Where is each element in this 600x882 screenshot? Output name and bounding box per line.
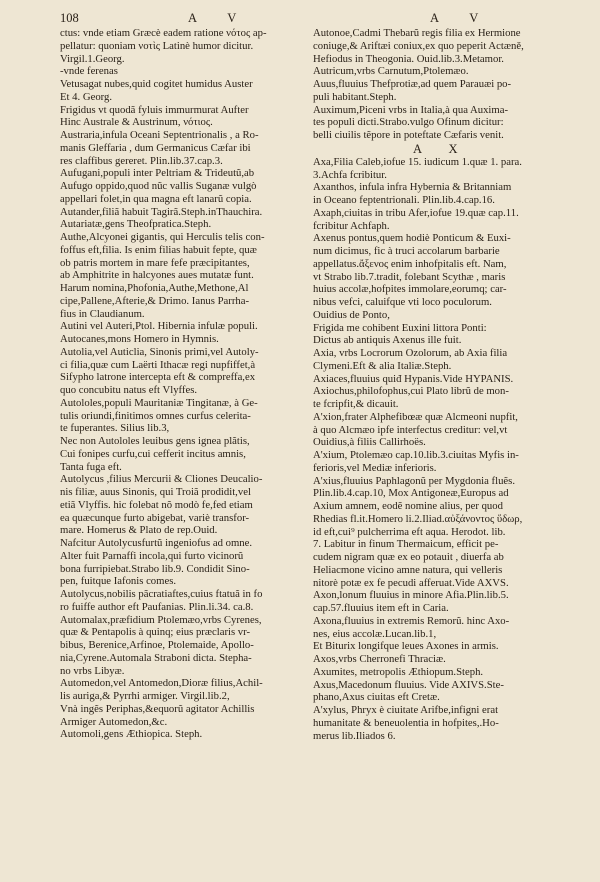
text-line: cipe,Pallene,Afterie,& Drimo. Ianus Parrha- [60, 294, 250, 307]
text-line: Austraria,infula Oceani Septentrionalis , a Ro- [60, 129, 259, 141]
text-line: Autricum,vrbs Carnutum,Ptolemæo. [313, 65, 469, 78]
text-line: pellatur: quoniam νοτὶς Latinè humor dicitur. [60, 39, 254, 52]
text-line: fius in Claudianum. [60, 307, 145, 320]
text-line: Harum nomina,Phofonia,Authe,Methone,Al [60, 282, 249, 294]
text-line: Autololes,populi Mauritaniæ Tingitanæ, à Ge- [60, 396, 258, 409]
text-line: Axona,fluuius in extremis Remorũ. hinc Axo- [313, 614, 510, 627]
text-line: tes populi dicti.Strabo.vulgo Ofinum dicitur: [313, 116, 504, 129]
text-line: merus lib.Iliados 6. [313, 729, 396, 742]
text-line: nibus vefci, caluifque vti loco poculorum. [313, 296, 492, 308]
text-line: nes, eius accolæ.Lucan.lib.1, [313, 627, 437, 640]
text-line: num dicimus, fic à truci accolarum barbarie [313, 245, 500, 257]
text-line: Heliacmone vicino amne natura, qui velleris [313, 563, 503, 576]
text-line: Axa,Filia Caleb,iofue 15. iudicum 1.quæ 1. para. [313, 155, 522, 168]
text-line: fcribitur Achfaph. [313, 219, 390, 232]
text-line: Aufugani,populi inter Peltriam & Trideutũ,ab [60, 167, 255, 180]
text-line: lis auriga,& Pyrrhi armiger. Virgil.lib.2, [60, 690, 230, 702]
text-line: Autariatæ,gens Theofpratica.Steph. [60, 218, 212, 231]
text-line: Axiochus,philofophus,cui Plato librũ de mon- [313, 385, 509, 398]
text-line: Automalax,præfidium Ptolemæo,vrbs Cyrenes, [60, 613, 262, 626]
text-line: manis Gleffaria , dum Germanicus Cæfar ibi [60, 141, 251, 154]
text-line: Automoli,gens Æthiopica. Steph. [60, 728, 203, 741]
text-line: Vetusagat nubes,quid cogitet humidus Auster [60, 78, 253, 90]
text-line: Autini vel Auteri,Ptol. Hibernia infulæ populi. [60, 320, 258, 333]
text-line: humanitate & beneuolentia in hofpites,.Ho- [313, 716, 499, 729]
text-line: A'xion,frater Alphefibœæ quæ Alcmeoni nupfit, [313, 410, 518, 423]
text-line: Sifypho latrone intercepta eft & compreffa,ex [60, 371, 256, 384]
text-line: Autocanes,mons Homero in Hymnis. [60, 333, 219, 345]
text-line: Axiaces,fluuius quiđ Hypanis.Vide HYPANIS. [313, 372, 514, 385]
text-line: A'xius,fluuius Paphlagonũ per Mygdonia fluẽs. [313, 474, 515, 487]
text-line: mare. Homerus & Plato de rep.Ouid. [60, 524, 218, 537]
text-line: bibus, Berenice,Arfinoe, Ptolemaide, Apollo- [60, 639, 254, 651]
text-line: te fuperantes. Silius lib.3, [60, 422, 170, 435]
text-line: ro fuiffe author eft Paufanias. Plin.li.34. ca.8. [60, 600, 254, 613]
section-heading: A X [413, 141, 470, 156]
text-line: quæ & Pentapolis à quinq; eius præclaris vr- [60, 626, 251, 639]
text-line: ctus: vnde etiam Græcè eadem ratione νότος ap- [60, 27, 267, 39]
text-line: Authe,Alcyonei gigantis, qui Herculis telis con- [60, 231, 265, 243]
text-line: Tanta fuga eft. [60, 460, 122, 473]
right-column [313, 27, 561, 742]
text-line: Axos,vrbs Cherronefi Thraciæ. [313, 653, 446, 665]
text-line: appellari folet,in qua magna eft lanarũ copia. [60, 192, 252, 205]
text-line: Frigidus vt quodã fyluis immurmurat Aufter [60, 103, 249, 116]
text-line: foffus eft,filia. Is enim filias habuit fepte, quæ [60, 243, 257, 256]
text-line: Axanthos, infula infra Hybernia & Britanniam [313, 181, 512, 194]
text-line: nitorè potæ ex fe pecudi afferuat.Vide AXVS. [313, 576, 509, 589]
text-line: no vrbs Libyæ. [60, 664, 125, 677]
text-line: Nec non Autololes leuibus gens ignea plãtis, [60, 435, 250, 447]
text-line: Ouidius,à filiis Callirhoës. [313, 436, 426, 449]
text-line: appellatus.ἄξενος enim inhofpitalis eft. Nam, [313, 257, 507, 270]
text-line: coniuge,& Ariftæi coniux,ex quo peperit Actæně, [313, 39, 524, 52]
text-line: Hefiodus in Theogonia. Ouid.lib.3.Metamor. [313, 52, 504, 65]
text-line: Axium amnem, eodẽ nomine alius, per quod [313, 500, 503, 512]
text-line: Automedon,vel Antomedon,Dioræ filius,Achil- [60, 677, 263, 690]
text-line: Vnà ingẽs Periphas,&equorũ agitator Achillis [60, 702, 255, 715]
text-line: huius accolæ,hofpites immolare,eorumq; car- [313, 283, 507, 296]
text-line: Auus,fluuius Thefprotiæ,ad quem Parauæi po- [313, 78, 512, 90]
text-line: Autonoe,Cadmi Thebarũ regis filia ex Hermione [313, 27, 521, 39]
text-line: Nafcitur Autolycusfurtũ ingeniofus ad omne. [60, 537, 253, 549]
text-line: Virgil.1.Georg. [60, 52, 125, 65]
text-line: bona furripiebat.Strabo lib.9. Condidit Sino- [60, 562, 250, 575]
text-line: Armiger Automedon,&c. [60, 715, 168, 728]
text-line: Frigida me cohibent Euxini littora Ponti: [313, 321, 487, 334]
text-line: vt Strabo lib.7.tradit, folebant Scythæ , maris [313, 270, 506, 283]
text-line: ob patris mortem in mare fefe præcipitantes, [60, 256, 250, 269]
text-line: quo concubitu natus eft Vlyffes. [60, 384, 198, 396]
left-column [60, 27, 308, 741]
text-line: ea quæcunque furto abigebat, variè transfor- [60, 511, 250, 524]
running-head-left: A V [188, 11, 251, 25]
text-line: tulis oriundi,finitimos omnes curfus celerita- [60, 409, 251, 422]
text-line: Autolia,vel Auticlia, Sinonis primi,vel Autoly- [60, 345, 259, 358]
text-line: Axus,Macedonum fluuius. Vide AXIVS.Ste- [313, 678, 504, 691]
text-line: Et 4. Georg. [60, 90, 113, 103]
text-line: belli ciuilis tẽpore in poteftate Cæfaris venit. [313, 129, 504, 141]
running-head-right: A V [430, 11, 493, 25]
text-line: Axenus pontus,quem hodiè Ponticum & Euxi- [313, 232, 511, 245]
page-number: 108 [60, 11, 79, 25]
text-line: Clymeni.Eft & alia Italiæ.Steph. [313, 359, 452, 372]
running-header [60, 10, 560, 26]
text-line: ab Amphitrite in halcyones aues mutatæ funt. [60, 269, 254, 282]
text-line: Autolycus,nobilis pãcratiaftes,cuius ftatuã in fo [60, 588, 263, 600]
text-line: Dictus ab antiquis Axenus ille fuit. [313, 334, 462, 347]
text-line: cap.57.fluuius item eft in Caria. [313, 602, 449, 614]
text-line: à quo Alcmæo ipfe interfectus creditur: vel,vt [313, 423, 508, 436]
text-line: in Oceano feptentrionali. Plin.lib.4.cap.16. [313, 194, 495, 206]
text-line: Auximum,Piceni vrbs in Italia,à qua Auxima- [313, 103, 509, 116]
text-line: -vnde ferenas [60, 65, 118, 78]
text-line: Ouidius de Ponto, [313, 308, 390, 321]
text-line: A'xium, Ptolemæo cap.10.lib.3.ciuitas Myfis in- [313, 449, 519, 461]
text-line: Plin.lib.4.cap.10, Mox Antigoneæ,Europus ad [313, 487, 509, 500]
text-line: Axon,lonum fluuius in minore Afia.Plin.lib.5. [313, 589, 509, 602]
text-line: Hinc Australe & Austrinum, νότιος. [60, 116, 213, 129]
text-line: cudem nigram quæ ex eo potauit , diuerfa ab [313, 551, 504, 563]
text-line: A'xylus, Phryx è ciuitate Arifbe,infigni erat [313, 704, 499, 716]
text-line: pen, fuitque Iafonis comes. [60, 575, 177, 588]
text-line: nis filiæ, auus Sinonis, qui Troiã prodidit,vel [60, 486, 251, 498]
text-line: Et Biturix longifque leues Axones in armis. [313, 640, 499, 653]
text-line: ci filia,quæ cum Laërti Ithacæ regi nupfiffet,à [60, 358, 256, 371]
text-line: ferioris,vel Mediæ inferioris. [313, 461, 437, 474]
text-line: Axia, vrbs Locrorum Ozolorum, ab Axia filia [313, 347, 508, 359]
text-line: te fcripfit,& dicauit. [313, 398, 399, 410]
text-line: Axumites, metropolis Æthiopum.Steph. [313, 665, 484, 678]
text-line: res claffibus gereret. Plin.lib.37.cap.3. [60, 154, 223, 167]
text-line: etiã Vlyffis. hic folebat nõ modò fe,fed etiam [60, 498, 253, 511]
text-line: Rhedias fl.it.Homero li.2.Iliad.αὐξάνοντος ὕδωρ, [313, 512, 523, 525]
text-line: Aufugo oppido,quod nũc vallis Suganæ vulgò [60, 180, 257, 192]
text-line: phano,Axus ciuitas eft Cretæ. [313, 691, 440, 704]
text-line: Alter fuit Parnaffi incola,qui furto vicinorũ [60, 549, 244, 562]
text-line: 7. Labitur in finum Thermaicum, efficit pe- [313, 538, 499, 551]
text-line: Autolycus ,filius Mercurii & Cliones Deucalio- [60, 473, 263, 486]
text-line: Autander,filiã habuit Tagirã.Steph.inThauchira. [60, 205, 263, 218]
text-line: puli habitant.Steph. [313, 90, 397, 103]
text-line: 3.Achfa fcribitur. [313, 168, 387, 181]
text-line: id eft,cui⁹ pulcherrima eft aqua. Herodot. lib. [313, 525, 506, 538]
text-line: nia,Cyrene.Automala Straboni dicta. Stepha- [60, 651, 252, 664]
text-line: Axaph,ciuitas in tribu Afer,iofue 19.quæ cap.11. [313, 206, 519, 219]
text-line: Cui fonipes curfu,cui cefferit incitus amnis, [60, 447, 246, 460]
